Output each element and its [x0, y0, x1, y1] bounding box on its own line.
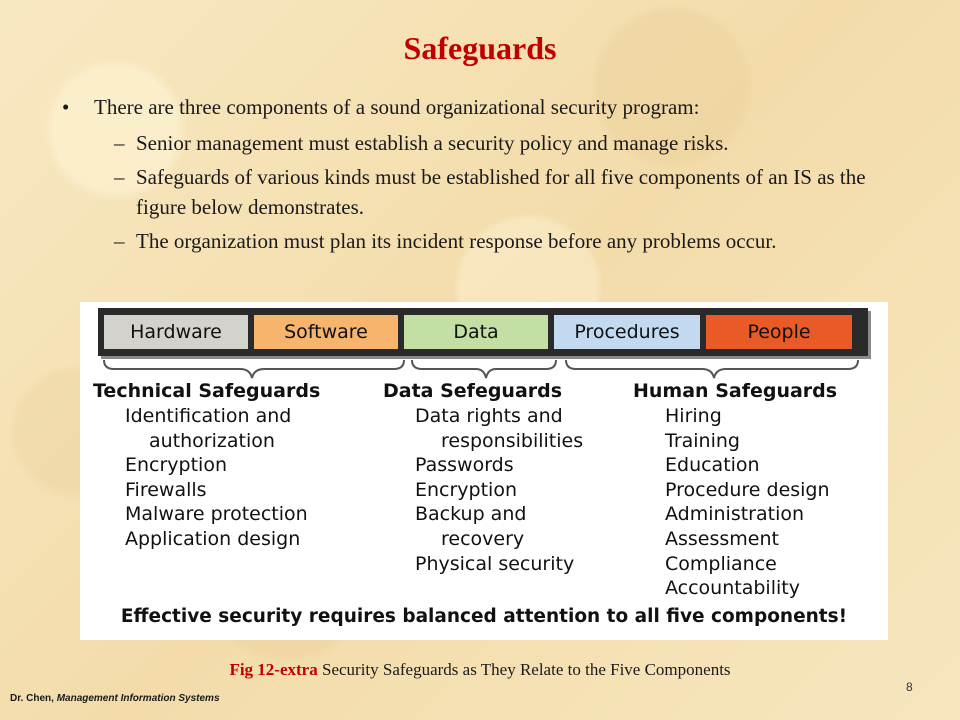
safeguard-item: Encryption: [125, 454, 228, 477]
safeguard-item: recovery: [441, 527, 525, 550]
component-software: Software: [254, 315, 398, 349]
author-credit: [10, 693, 220, 704]
component-hardware: Hardware: [104, 315, 248, 349]
figure-footer: Effective security requires balanced attention to all five components!: [120, 606, 848, 627]
author-name: Dr. Chen,: [10, 693, 57, 704]
safeguard-item: Encryption: [415, 478, 518, 501]
grouping-braces: [80, 356, 888, 382]
safeguard-item: Identification and: [125, 405, 292, 427]
data-safeguards-column: [383, 380, 583, 576]
slide-title: Safeguards: [403, 30, 557, 66]
safeguard-item: Firewalls: [125, 478, 207, 501]
five-components-bar: [98, 308, 868, 356]
dash-marker: –: [114, 131, 125, 155]
component-people: People: [706, 315, 852, 349]
data-safeguards-heading: Data Sefeguards: [383, 380, 563, 402]
bullet-text: There are three components of a sound organizational security program:: [94, 95, 700, 119]
safeguard-item: Accountability: [665, 577, 800, 600]
sub-bullet-text: Safeguards of various kinds must be established for all five components of an IS as the figure below demonstrates.: [136, 165, 866, 219]
sub-bullet-text: Senior management must establish a security policy and manage risks.: [136, 131, 729, 155]
caption-text: Security Safeguards as They Relate to the Five Components: [317, 660, 731, 679]
component-procedures: Procedures: [554, 315, 700, 349]
brace-data: [412, 360, 556, 378]
safeguard-item: Data rights and: [415, 405, 563, 427]
figure-caption: [0, 660, 960, 680]
safeguard-item: responsibilities: [441, 429, 584, 452]
safeguard-item: Hiring: [665, 405, 722, 427]
component-data: Data: [404, 315, 548, 349]
dash-marker: –: [114, 229, 125, 253]
technical-safeguards-column: [93, 380, 320, 552]
safeguard-item: Administration: [665, 503, 805, 526]
bullet-item: [62, 92, 912, 122]
sub-bullet-item: [62, 128, 912, 158]
dash-marker: –: [114, 165, 125, 189]
caption-fig-label: Fig 12-extra: [229, 660, 318, 679]
safeguard-item: Physical security: [415, 552, 575, 575]
safeguard-item: Education: [665, 454, 760, 477]
sub-bullet-item: [62, 162, 912, 222]
brace-technical: [104, 360, 404, 378]
safeguard-item: Passwords: [415, 454, 514, 477]
sub-bullet-text: The organization must plan its incident response before any problems occur.: [136, 229, 777, 253]
safeguard-item: Malware protection: [125, 503, 308, 526]
bullet-list: [62, 92, 912, 260]
page-number: 8: [906, 680, 913, 694]
brace-human: [566, 360, 858, 378]
bullet-dot: •: [62, 95, 70, 119]
safeguard-item: Application design: [125, 527, 301, 550]
safeguard-item: authorization: [149, 429, 275, 452]
book-title: Management Information Systems: [56, 693, 220, 704]
safeguard-item: Backup and: [415, 503, 527, 526]
safeguards-figure: [80, 302, 888, 640]
safeguard-item: Assessment: [665, 527, 779, 550]
technical-safeguards-heading: Technical Safeguards: [93, 380, 321, 402]
safeguard-item: Compliance: [665, 552, 777, 575]
human-safeguards-heading: Human Safeguards: [633, 380, 838, 402]
safeguard-item: Training: [665, 429, 740, 452]
sub-bullet-item: [62, 226, 912, 256]
safeguard-item: Procedure design: [665, 478, 830, 501]
human-safeguards-column: [633, 380, 837, 601]
